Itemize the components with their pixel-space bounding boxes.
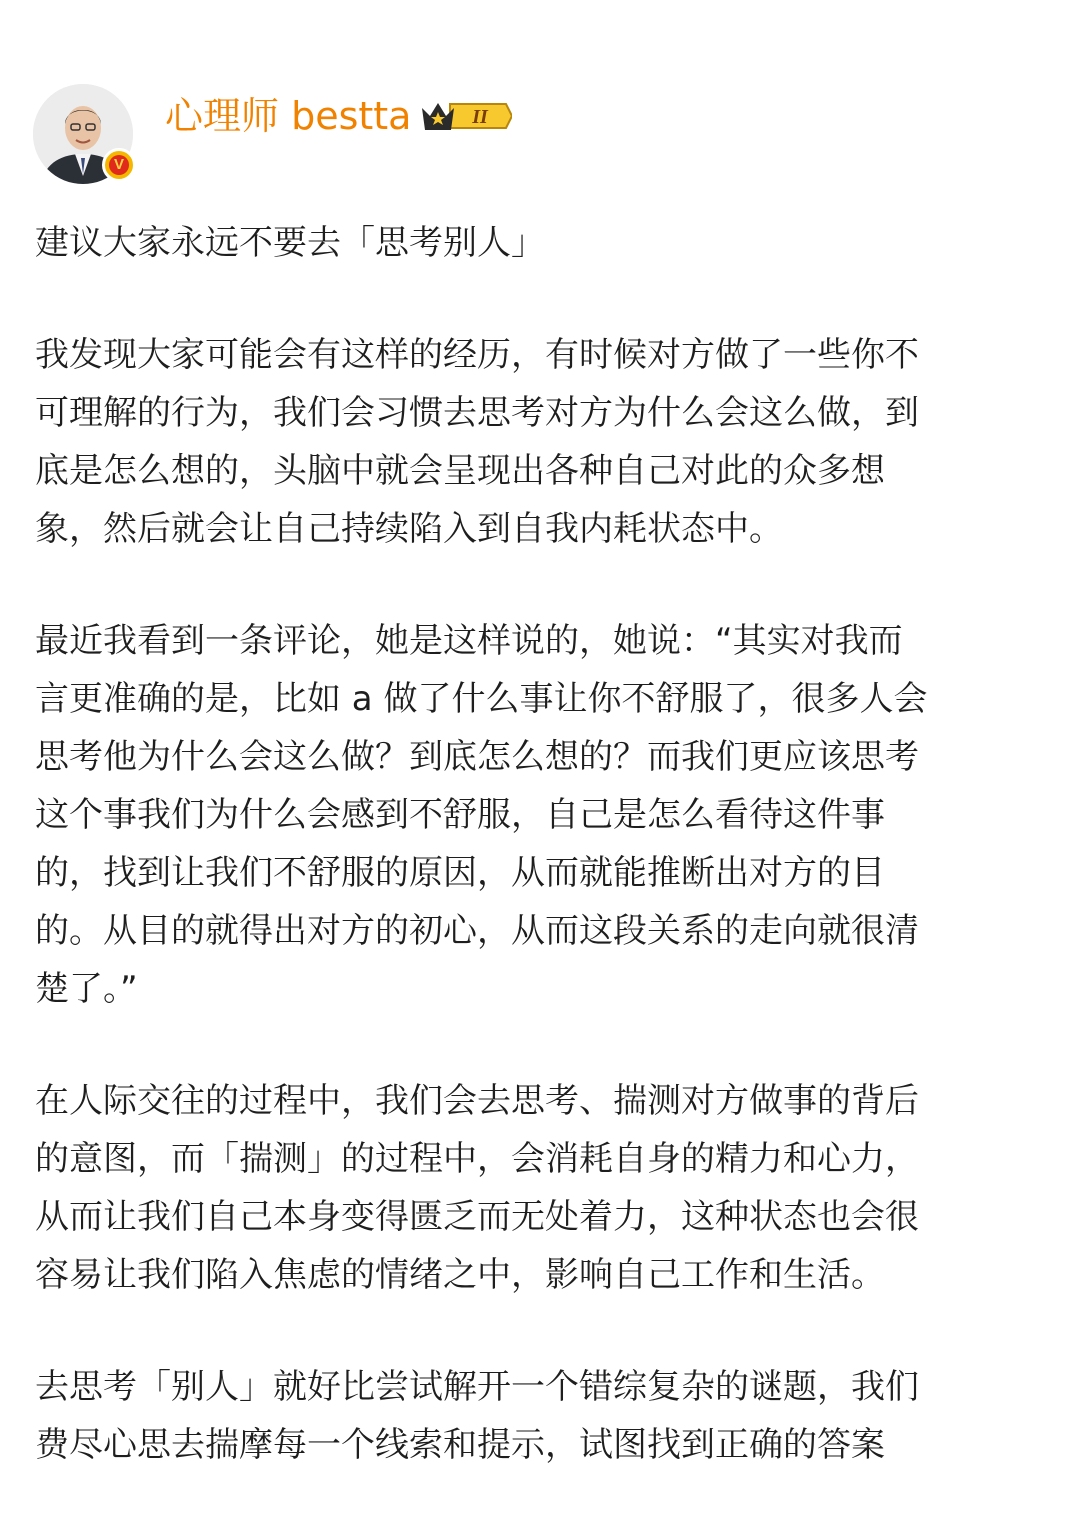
text-line: 楚了。” bbox=[35, 969, 138, 1009]
text-line: 可理解的行为，我们会习惯去思考对方为什么会这么做，到 bbox=[35, 393, 919, 433]
crown-level-badge-icon bbox=[420, 97, 512, 135]
text-line: 思考他为什么会这么做？到底怎么想的？而我们更应该思考 bbox=[35, 737, 919, 777]
post-paragraph-title bbox=[35, 214, 1045, 272]
text-line: 费尽心思去揣摩每一个线索和提示，试图找到正确的答案 bbox=[35, 1425, 885, 1465]
text-line: 的。从目的就得出对方的初心，从而这段关系的走向就很清 bbox=[35, 911, 919, 951]
text-line: 底是怎么想的，头脑中就会呈现出各种自己对此的众多想 bbox=[35, 451, 885, 491]
post-paragraph bbox=[35, 1072, 1045, 1304]
text-line: 去思考「别人」就好比尝试解开一个错综复杂的谜题，我们 bbox=[35, 1367, 919, 1407]
text-line: 这个事我们为什么会感到不舒服，自己是怎么看待这件事 bbox=[35, 795, 885, 835]
text-line: 的，找到让我们不舒服的原因，从而就能推断出对方的目 bbox=[35, 853, 885, 893]
text-line: 最近我看到一条评论，她是这样说的，她说：“其实对我而 bbox=[35, 621, 903, 661]
verified-badge bbox=[102, 148, 136, 182]
text-line: 从而让我们自己本身变得匮乏而无处着力，这种状态也会很 bbox=[35, 1197, 919, 1237]
text-line: 的意图，而「揣测」的过程中，会消耗自身的精力和心力， bbox=[35, 1139, 919, 1179]
post-header bbox=[0, 0, 1080, 200]
text-line: 容易让我们陷入焦虑的情绪之中，影响自己工作和生活。 bbox=[35, 1255, 885, 1295]
text-line: 言更准确的是，比如 a 做了什么事让你不舒服了，很多人会 bbox=[35, 679, 928, 719]
post-content bbox=[35, 214, 1045, 1528]
post-paragraph bbox=[35, 1358, 1045, 1474]
post-paragraph bbox=[35, 612, 1045, 1018]
verified-mark-icon: V bbox=[109, 155, 129, 175]
author-name[interactable]: 心理师 bestta bbox=[165, 94, 412, 138]
text-line: 建议大家永远不要去「思考别人」 bbox=[35, 223, 545, 263]
text-line: 我发现大家可能会有这样的经历，有时候对方做了一些你不 bbox=[35, 335, 919, 375]
text-line: 在人际交往的过程中，我们会去思考、揣测对方做事的背后 bbox=[35, 1081, 919, 1121]
text-line: 象，然后就会让自己持续陷入到自我内耗状态中。 bbox=[35, 509, 783, 549]
post-paragraph bbox=[35, 326, 1045, 558]
level-badge-label: II bbox=[472, 106, 488, 128]
